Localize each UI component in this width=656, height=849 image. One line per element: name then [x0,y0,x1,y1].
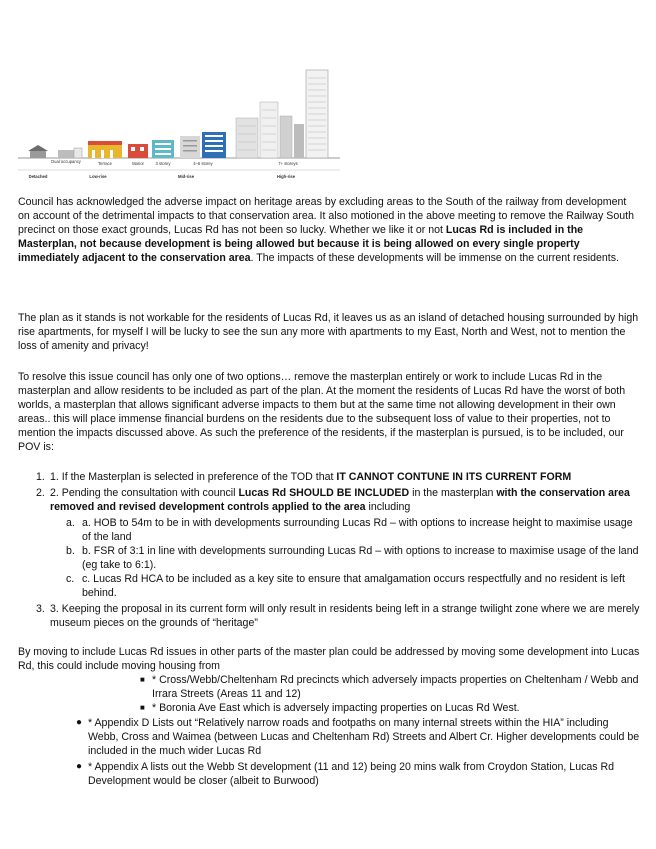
list-item-3-text: 3. Keeping the proposal in its current form will only result in residents being left in a strange twilight zone where we are merely museum pieces on the grounds of “heritage” [50,603,640,629]
bullet-text: * Cross/Webb/Cheltenham Rd precincts which adversely impacts properties on Cheltenham / Webb and Irrara Streets (Areas 11 and 12) [152,674,639,700]
bullet-item [18,701,640,715]
sub-list-item [50,572,640,600]
bullet-item [18,760,640,788]
para2-text: The plan as it stands is not workable for the residents of Lucas Rd, it leaves us as an island of detached housing surrounded by high rise apartments, for myself I will be lucky to see the sun any more with apartments to my East, North and West, not to mention the loss of amenity and privacy! [18,312,639,352]
sub-list-letter: c. [66,573,75,585]
round-bullet-icon: ● [76,761,83,772]
paragraph-heritage-impact [18,195,640,265]
para4-text: By moving to include Lucas Rd issues in other parts of the master plan could be addressed by moving some development into Lucas Rd, this could include moving housing from [18,646,640,672]
para3-text: To resolve this issue council has only one of two options… remove the masterplan entirely or work to include Lucas Rd in the masterplan and allow residents to be included as part of the plan. At the moment the residents of Lucas Rd have the worst of both worlds, a masterplan that allows significant adverse impacts to them but at the same time not allowing development in their own areas.. this will place immense financial burdens on the residents due to the subsequent loss of value to their properties, not to mention the impacts discussed above. As such the preference of the residents, if the masterplan is pursued, is to be included, our POV is: [18,371,626,453]
paragraph-not-workable [18,311,640,353]
para1-text-1: Council has acknowledged the adverse impact on heritage areas by excluding areas to the South of the railway from development on account of the detrimental impacts to that conservation area. It also motioned in the above meeting to remove the Railway South precinct on those exact grounds, Lucas Rd has not been so lucky. Whether we like it or not [18,196,634,236]
sub-list [50,516,640,600]
list-number: 1. [36,471,45,483]
list-item-2-bold-1: Lucas Rd SHOULD BE INCLUDED [238,487,410,499]
sub-list-letter: a. [66,517,75,529]
housing-density-figure [18,60,340,188]
para1-text-2: . The impacts of these developments will be immense on the current residents. [250,252,619,264]
bullet-item [18,716,640,758]
paragraph-moving-development [18,645,640,673]
manor-building [128,144,148,158]
list-item-2-text-2: in the masterplan [409,487,497,499]
four-to-six-storey-buildings [180,132,226,158]
bullet-text: * Appendix A lists out the Webb St development (11 and 12) being 20 mins walk from Croydon Station, Lucas Rd Development would be closer (albeit to Burwood) [88,761,615,787]
group-detached: Detached [28,174,48,179]
label-terrace: Terrace [98,161,112,166]
housing-density-illustration [18,60,340,188]
square-bullet-icon: ■ [140,675,145,684]
list-item-1 [18,470,640,484]
bullet-item [18,673,640,701]
sub-list-letter: b. [66,545,75,557]
square-bullet-icon: ■ [140,703,145,712]
group-high-rise: High-rise [276,174,296,179]
label-4-6-storey: 4–6 storey [193,161,213,166]
list-item-2-text-1: 2. Pending the consultation with council [50,487,239,499]
sub-list-item [50,516,640,544]
detached-building [28,145,48,158]
para1-bold: Lucas Rd is included in the Masterplan, not because development is being allowed but because it is being allowed on every single property immediately adjacent to the conservation area [18,224,584,264]
paragraph-resolve-issue [18,370,640,454]
three-storey-building [152,140,174,158]
list-number: 3. [36,603,45,615]
high-rise-buildings [236,70,328,158]
list-item-3 [18,602,640,630]
bullet-text: * Appendix D Lists out “Relatively narrow roads and footpaths on many internal streets within the HIA” including Webb, Cross and Waimea (between Lucas and Cheltenham Rd) Streets and Albert Cr. Higher developments could be included in the much wider Lucas Rd [88,717,640,757]
label-manor: Manor [132,161,144,166]
round-bullet-icon: ● [76,717,83,728]
list-item-2-text-3: including [365,501,411,513]
group-low-rise: Low-rise [89,174,107,179]
sub-list-item [50,544,640,572]
sub-list-text: b. FSR of 3:1 in line with developments surrounding Lucas Rd – with options to increase to maximise usage of the land (eg take to 6:1). [82,545,639,571]
dual-occupancy-building [58,148,82,158]
list-item-1-text: 1. If the Masterplan is selected in preference of the TOD that [50,471,337,483]
list-item-2 [18,486,640,600]
terrace-building [88,141,122,158]
list-item-1-bold: IT CANNOT CONTUNE IN ITS CURRENT FORM [336,471,572,483]
sub-list-text: a. HOB to 54m to be in with developments surrounding Lucas Rd – with options to increase height to maximise usage of the land [82,517,633,543]
label-7-storeys: 7+ storeys [278,161,298,166]
group-mid-rise: Mid-rise [177,174,195,179]
list-number: 2. [36,487,45,499]
numbered-list [18,470,640,630]
bullet-text: * Boronia Ave East which is adversely impacting properties on Lucas Rd West. [152,702,520,714]
list-item-2-bold-2: with the conservation area removed and revised development controls applied to the area [50,487,630,513]
sub-list-text: c. Lucas Rd HCA to be included as a key site to ensure that amalgamation occurs respectfully and no resident is left behind. [82,573,625,599]
label-3-storey: 3 storey [155,161,171,166]
label-dual-occupancy: Dual occupancy [51,159,81,164]
